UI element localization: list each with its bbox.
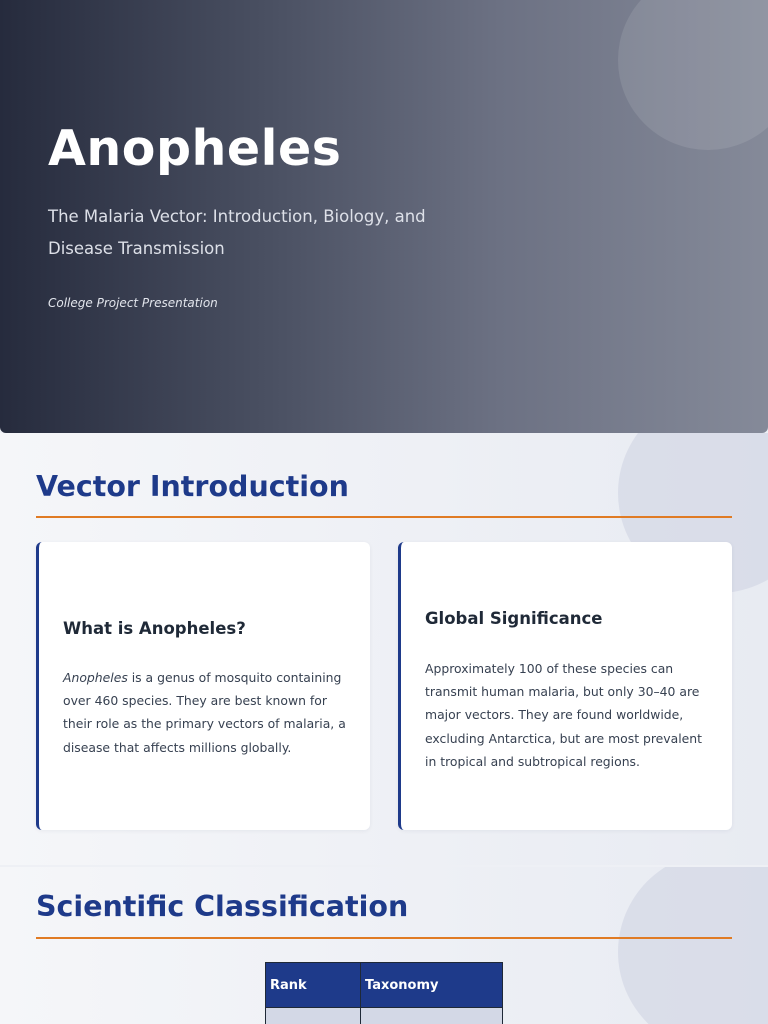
card-body-text: is a genus of mosquito containing over 460 species. They are best known for their role as the primary vectors of malaria, a disease that affects millions globally. (63, 670, 346, 755)
section-heading: Vector Introduction (36, 470, 349, 503)
classification-table (265, 962, 503, 1024)
column-header-rank: Rank (266, 963, 361, 1008)
card-title: Global Significance (425, 609, 603, 628)
table-cell (361, 1008, 503, 1024)
vector-introduction-section (0, 433, 768, 865)
decorative-circle (618, 0, 768, 150)
decorative-circle (618, 867, 768, 1024)
title-slide (0, 0, 768, 433)
presentation-note: College Project Presentation (48, 296, 218, 310)
scientific-classification-section (0, 867, 768, 1024)
column-header-taxonomy: Taxonomy (361, 963, 503, 1008)
page-title: Anopheles (48, 120, 342, 177)
card-body: Approximately 100 of these species can transmit human malaria, but only 30–40 are major vectors. They are found worldwide, excluding Antarctica, but are most prevalent in tropical and subtropical regions. (425, 661, 702, 769)
info-card-global-significance (398, 542, 732, 830)
section-divider (36, 516, 732, 518)
page-subtitle: The Malaria Vector: Introduction, Biology, and Disease Transmission (48, 207, 426, 258)
genus-name: Anopheles (63, 670, 128, 685)
table-row (266, 1008, 503, 1024)
section-heading: Scientific Classification (36, 890, 409, 923)
section-divider (36, 937, 732, 939)
info-card-what-is-anopheles (36, 542, 370, 830)
table-header-row (266, 963, 503, 1008)
table-cell (266, 1008, 361, 1024)
card-title: What is Anopheles? (63, 619, 246, 638)
card-body (63, 666, 353, 759)
